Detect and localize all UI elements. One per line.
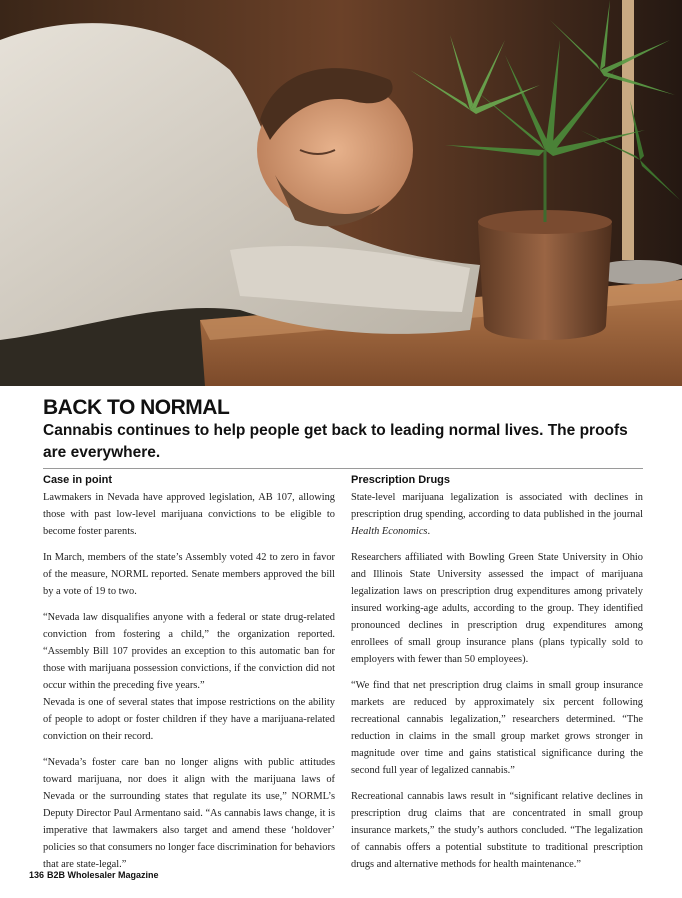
paragraph: Lawmakers in Nevada have approved legislation, AB 107, allowing those with past low-level marijuana convictions to be eligible to become foster parents.	[43, 492, 335, 537]
right-column	[351, 472, 643, 882]
paragraph: Recreational cannabis laws result in “significant relative declines in prescription drug claims that are concentrated in small group insurance markets,” the study’s authors concluded. “The legalization of cannabis offers a potential substitute to traditional prescription drugs and alternative methods for health maintenance.”	[351, 791, 643, 870]
paragraph: Researchers affiliated with Bowling Green State University in Ohio and Illinois State University assessed the impact of marijuana legalization laws on prescription drug expenditures among privately insured working-age adults, according to the group. They identified pronounced declines in prescription drug expenditures among enrollees of small group insurance plans (plans typically sold to employers with fewer than 50 employees).	[351, 552, 643, 665]
paragraph-text: State-level marijuana legalization is associated with declines in prescription drug spending, according to data published in the journal	[351, 492, 643, 520]
paragraph: “Nevada’s foster care ban no longer aligns with public attitudes toward marijuana, nor does it align with the marijuana laws of Nevada or the surrounding states that regulate its use,” NORML’s Deputy Director Paul Armentano said. “As cannabis laws change, it is imperative that lawmakers also target and amend these ‘holdover’ policies so that consumers no longer face discrimination for behaviors that are state-legal.”	[43, 757, 335, 870]
hero-photo	[0, 0, 682, 386]
paragraph-end: .	[427, 526, 431, 537]
section-heading-case-in-point: Case in point	[43, 474, 113, 486]
left-column	[43, 472, 335, 882]
paragraph: In March, members of the state’s Assembly voted 42 to zero in favor of the measure, NORML reported. Senate members approved the bill by a vote of 19 to two.	[43, 552, 335, 597]
page-number: 136	[29, 870, 45, 880]
page-footer	[29, 870, 159, 880]
paragraph	[351, 489, 643, 540]
article-deck: Cannabis continues to help people get back to leading normal lives. The proofs are everywhere.	[43, 422, 628, 461]
journal-name: Health Economics	[351, 526, 428, 537]
paragraph: “We find that net prescription drug claims in small group insurance markets are reduced by approximately six percent following recreational cannabis legalization,” researchers determined. “The reduction in claims in the small group market grows stronger in magnitude over time and gains statistical significance during the second full year of legalized cannabis.”	[351, 680, 643, 776]
publication-name: B2B Wholesaler Magazine	[47, 870, 159, 880]
paragraph: Nevada is one of several states that impose restrictions on the ability of people to adopt or foster children if they have a marijuana-related conviction on their record.	[43, 697, 335, 742]
article-headline: BACK TO NORMAL	[43, 396, 230, 419]
paragraph: “Nevada law disqualifies anyone with a federal or state drug-related conviction from fostering a child,” the organization reported. “Assembly Bill 107 provides an exception to this automatic ban for those with marijuana possession convictions, if the conviction did not occur within the preceding five years.”	[43, 612, 335, 691]
section-heading-prescription-drugs: Prescription Drugs	[351, 474, 451, 486]
divider-rule	[43, 468, 643, 469]
